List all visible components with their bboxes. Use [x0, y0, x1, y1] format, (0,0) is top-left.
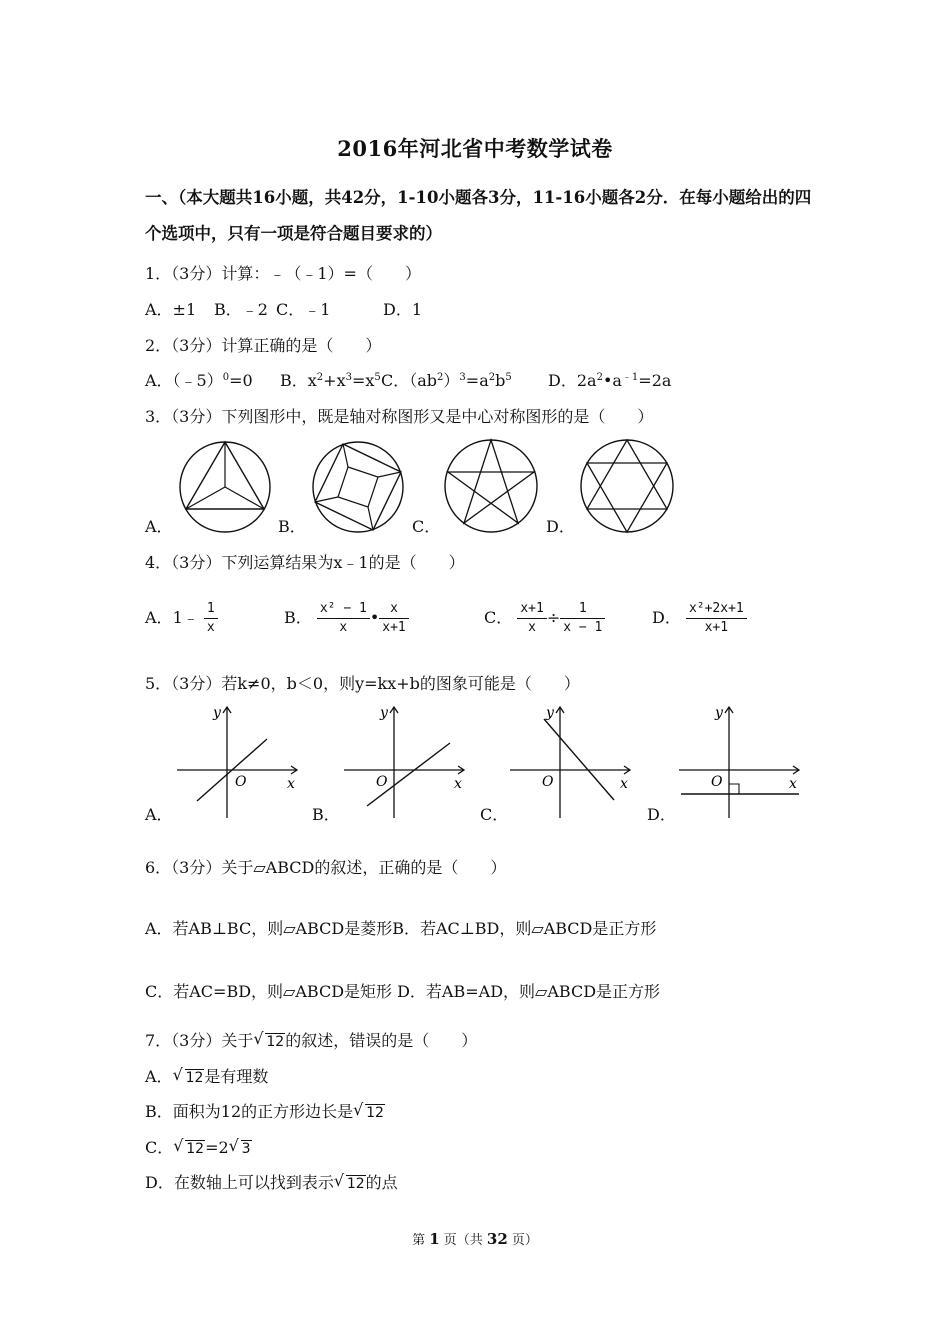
q3-option-c-label: C． [412, 517, 441, 536]
q7-option-c: C． √ 12=2 √ 3 [145, 1136, 251, 1157]
q1-option-a: A．±1 [145, 300, 197, 319]
question-5-stem: 5．（3分）若k≠0，b＜0，则y=kx+b的图象可能是（ ） [145, 674, 580, 693]
origin-label: O [235, 774, 247, 790]
sqrt-expression: √ 12 [333, 1171, 365, 1192]
q5-graph-b [342, 703, 472, 821]
q5-option-b-label: B． [312, 805, 340, 824]
y-axis-label: y [546, 705, 554, 721]
section-heading: 一、（本大题共16小题，共42分，1-10小题各3分，11-16小题各2分．在每小题给出的四个选项中，只有一项是符合题目要求的） [145, 188, 812, 243]
q1-option-b: B．﹣2 [214, 300, 268, 319]
q2-option-d: D．$2a^2•a^{﹣1}=2a$ [548, 371, 672, 390]
page-footer: 第 1 页（共 32 页） [412, 1230, 538, 1248]
q3-figure-d [579, 438, 675, 534]
question-4-stem: 4．（3分）下列运算结果为x﹣1的是（ ） [145, 553, 465, 572]
q7-option-a: A． √ 12是有理数 [145, 1065, 269, 1086]
fraction: $\frac{\text{x²+2x+1}}{x+1}$ [686, 600, 747, 637]
q3-figure-b [311, 440, 405, 534]
fraction: $\frac{1}{x}$ [204, 600, 218, 637]
x-axis-label: x [287, 776, 295, 792]
x-axis-label: x [620, 776, 628, 792]
sqrt-expression: √ 12 [173, 1136, 205, 1157]
question-3-stem: 3．（3分）下列图形中，既是轴对称图形又是中心对称图形的是（ ） [145, 407, 654, 426]
question-7-stem: 7．（3分）关于 √ 12的叙述，错误的是（ ） [145, 1029, 478, 1050]
origin-label: O [711, 774, 723, 790]
q1-option-c: C．﹣1 [276, 300, 331, 319]
q3-option-a-label: A． [145, 517, 173, 536]
q6-options-cd: C．若AC=BD，则▱ABCD是矩形 D．若AB=AD，则▱ABCD是正方形 [145, 982, 661, 1001]
q4-option-c: C． $\frac{x+1}{x}$ ÷ $\frac{1}{x - 1}$ [484, 600, 605, 637]
q4-option-d: D． $\frac{\text{x²+2x+1}}{x+1}$ [652, 600, 747, 637]
question-1-stem: 1．（3分）计算：﹣（﹣1）=（ ） [145, 264, 421, 283]
q5-graph-c [508, 703, 638, 821]
sqrt-expression: √ 12 [253, 1029, 285, 1050]
q4-option-a: A．1﹣ $\frac{1}{x}$ [145, 600, 218, 637]
total-page-count: 32 [486, 1230, 508, 1248]
origin-label: O [376, 774, 388, 790]
q1-option-d: D．1 [383, 300, 423, 319]
fraction: $\frac{x+1}{x}$ [517, 600, 546, 637]
q2-option-b: B．$x^2+x^3=x^5$ [280, 371, 381, 390]
current-page-number: 1 [429, 1230, 440, 1248]
q2-option-a: A．（﹣5）$^0$=0 [145, 371, 253, 390]
question-6-stem: 6．（3分）关于▱ABCD的叙述，正确的是（ ） [145, 858, 507, 877]
sqrt-expression: √ 12 [172, 1065, 204, 1086]
y-axis-label: y [213, 705, 221, 721]
q3-figure-a [178, 440, 272, 534]
sqrt-expression: √ 12 [353, 1100, 384, 1121]
y-axis-label: y [715, 705, 723, 721]
q4-option-b: B． $\frac{\text{x² − 1}}{x}$ • $\frac{x}{x+1}$ [284, 600, 409, 637]
q3-figure-c [443, 438, 539, 534]
page-title: 2016年河北省中考数学试卷 [337, 136, 613, 161]
fraction: $\frac{\text{x² − 1}}{x}$ [317, 600, 370, 637]
q7-option-d: D．在数轴上可以找到表示 √ 12的点 [145, 1171, 398, 1192]
q5-graph-d [677, 703, 807, 821]
y-axis-label: y [380, 705, 388, 721]
q3-option-d-label: D． [546, 517, 575, 536]
q5-option-d-label: D． [647, 805, 676, 824]
q5-option-c-label: C． [480, 805, 509, 824]
sqrt-expression: √ 3 [228, 1136, 251, 1157]
q3-option-b-label: B． [278, 517, 306, 536]
q2-option-c: C．$(ab^2)^3=a^2b^5$ [381, 371, 512, 390]
fraction: $\frac{1}{x - 1}$ [560, 600, 605, 637]
question-2-stem: 2．（3分）计算正确的是（ ） [145, 336, 382, 355]
fraction: $\frac{x}{x+1}$ [379, 600, 408, 637]
x-axis-label: x [789, 776, 797, 792]
q5-option-a-label: A． [145, 805, 173, 824]
q6-options-ab: A．若AB⊥BC，则▱ABCD是菱形B．若AC⊥BD，则▱ABCD是正方形 [145, 919, 657, 938]
q5-graph-a [175, 703, 305, 821]
origin-label: O [542, 774, 554, 790]
q7-option-b: B．面积为12的正方形边长是 √ 12 [145, 1100, 384, 1121]
x-axis-label: x [454, 776, 462, 792]
